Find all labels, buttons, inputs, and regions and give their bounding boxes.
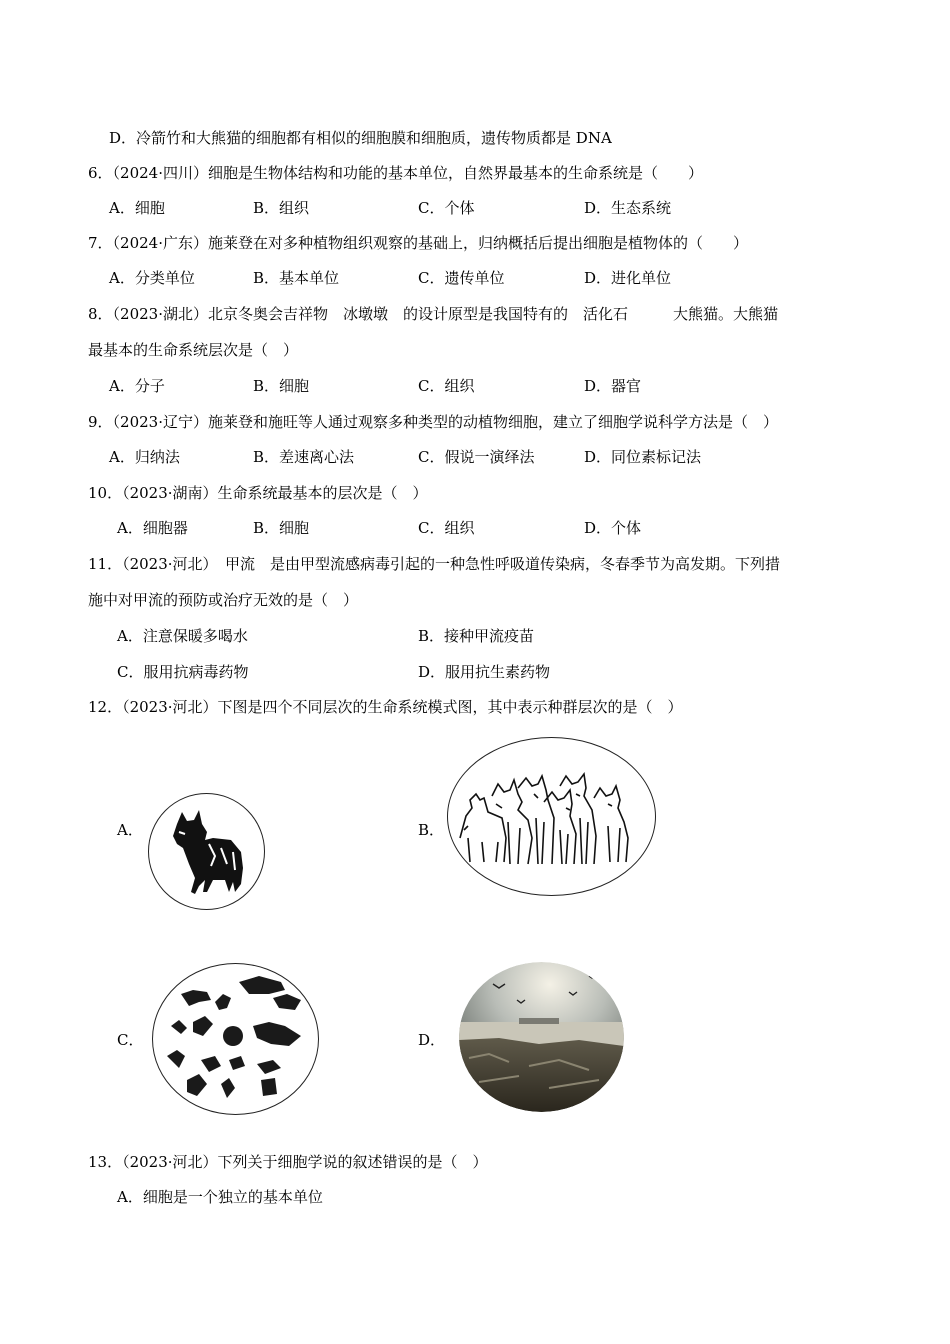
q7-option-d[interactable]: D．进化单位 (584, 269, 672, 287)
ecosystem-photo-image[interactable] (459, 962, 624, 1112)
q7-option-b[interactable]: B．基本单位 (253, 269, 340, 287)
wolf-pack-image[interactable] (447, 737, 656, 896)
q8-stem-line1: 8．（2023·湖北）北京冬奥会吉祥物 冰墩墩 的设计原型是我国特有的 活化石 大熊猫。大熊猫 (88, 305, 778, 323)
animal-community-image[interactable] (152, 963, 319, 1115)
q10-option-c[interactable]: C．组织 (418, 519, 475, 537)
q6-option-d[interactable]: D．生态系统 (584, 199, 672, 217)
q8-option-d[interactable]: D．器官 (584, 377, 642, 395)
q11-option-c[interactable]: C．服用抗病毒药物 (117, 663, 249, 681)
q7-option-c[interactable]: C．遗传单位 (418, 269, 505, 287)
q12-label-d[interactable]: D． (418, 1031, 446, 1049)
q10-option-d[interactable]: D．个体 (584, 519, 642, 537)
q8-option-a[interactable]: A．分子 (109, 377, 165, 395)
q9-option-b[interactable]: B．差速离心法 (253, 448, 355, 466)
q12-label-a[interactable]: A． (117, 821, 143, 839)
q11-option-d[interactable]: D．服用抗生素药物 (418, 663, 551, 681)
q10-option-a[interactable]: A．细胞器 (117, 519, 188, 537)
wolf-pack-icon (460, 774, 628, 864)
q6-option-b[interactable]: B．组织 (253, 199, 310, 217)
q8-option-b[interactable]: B．细胞 (253, 377, 310, 395)
q11-option-a[interactable]: A．注意保暖多喝水 (117, 627, 248, 645)
single-wolf-image[interactable] (148, 793, 265, 910)
shoreline-scene-icon (459, 962, 624, 1112)
wolf-icon (173, 810, 243, 894)
q11-stem-line2: 施中对甲流的预防或治疗无效的是（ ） (88, 591, 359, 609)
q9-option-c[interactable]: C．假说一演绎法 (418, 448, 535, 466)
q13-stem: 13．（2023·河北）下列关于细胞学说的叙述错误的是（ ） (88, 1153, 488, 1171)
q9-option-d[interactable]: D．同位素标记法 (584, 448, 702, 466)
q6-option-a[interactable]: A．细胞 (109, 199, 165, 217)
q12-label-b[interactable]: B． (418, 821, 445, 839)
q6-stem: 6．（2024·四川）细胞是生物体结构和功能的基本单位，自然界最基本的生命系统是（ ） (88, 164, 703, 182)
q8-stem-line2: 最基本的生命系统层次是（ ） (88, 341, 299, 359)
q7-stem: 7．（2024·广东）施莱登在对多种植物组织观察的基础上，归纳概括后提出细胞是植物体的（ ） (88, 234, 748, 252)
q10-stem: 10．（2023·湖南）生命系统最基本的层次是（ ） (88, 484, 428, 502)
q6-option-c[interactable]: C．个体 (418, 199, 475, 217)
q5-option-d: D．冷箭竹和大熊猫的细胞都有相似的细胞膜和细胞质，遗传物质都是 DNA (109, 129, 612, 147)
q11-option-b[interactable]: B．接种甲流疫苗 (418, 627, 535, 645)
animal-community-icon (167, 976, 301, 1098)
q8-option-c[interactable]: C．组织 (418, 377, 475, 395)
q9-option-a[interactable]: A．归纳法 (109, 448, 180, 466)
q10-option-b[interactable]: B．细胞 (253, 519, 310, 537)
q9-stem: 9．（2023·辽宁）施莱登和施旺等人通过观察多种类型的动植物细胞，建立了细胞学说科学方法是（ ） (88, 413, 778, 431)
q7-option-a[interactable]: A．分类单位 (109, 269, 195, 287)
q11-stem-line1: 11．（2023·河北） 甲流 是由甲型流感病毒引起的一种急性呼吸道传染病，冬春季节为高发期。下列措 (88, 555, 781, 573)
q12-label-c[interactable]: C． (117, 1031, 144, 1049)
q13-option-a[interactable]: A．细胞是一个独立的基本单位 (117, 1188, 323, 1206)
q12-stem: 12．（2023·河北）下图是四个不同层次的生命系统模式图，其中表示种群层次的是（ ） (88, 698, 683, 716)
